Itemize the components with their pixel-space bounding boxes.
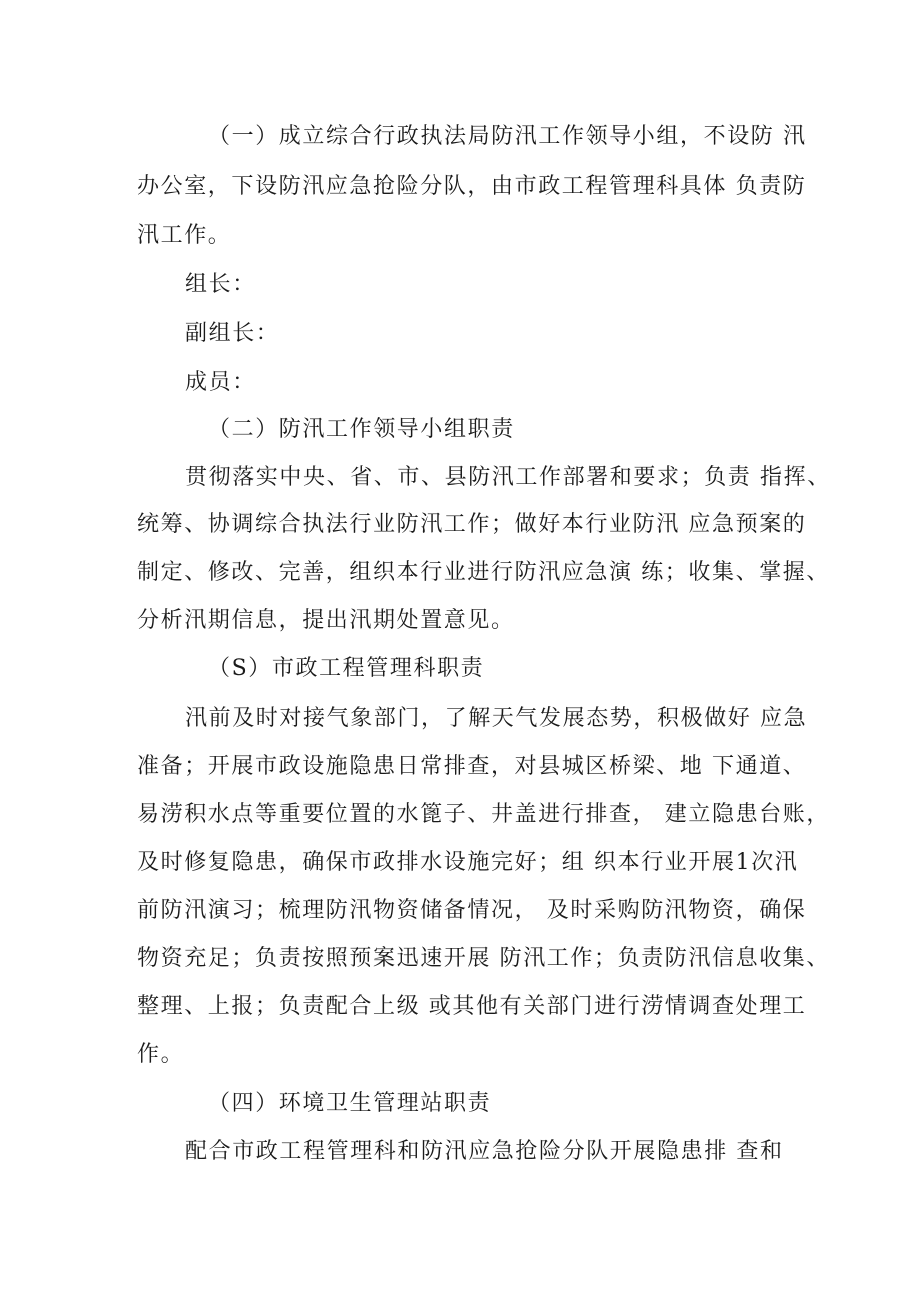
role-deputy: 副组长：	[185, 321, 280, 346]
section2-line-1: 贯彻落实中央、省、市、县防汛工作部署和要求；负责 指挥、	[185, 465, 831, 490]
section2-line-4: 分析汛期信息，提出汛期处置意见。	[137, 608, 515, 633]
section1-line-2: 办公室，下设防汛应急抢险分队，由市政工程管理科具体 负责防	[137, 174, 807, 199]
section3-line-6: 物资充足；负责按照预案迅速开展 防汛工作；负责防汛信息收集、	[137, 946, 830, 971]
section3-line-5: 前防汛演习；梳理防汛物资储备情况， 及时采购防汛物资，确保	[137, 898, 807, 923]
section3-line-4: 及时修复隐患，确保市政排水设施完好；组 织本行业开展1次汛	[137, 850, 799, 875]
section3-line-2: 准备；开展市政设施隐患日常排查，对县城区桥梁、地 下通道、	[137, 754, 807, 779]
section2-line-2: 统筹、协调综合执法行业防汛工作；做好本行业防汛 应急预案的	[137, 512, 807, 537]
section3-heading: （S）市政工程管理科职责	[208, 656, 485, 681]
section1-line-1: （一）成立综合行政执法局防汛工作领导小组，不设防 汛	[208, 124, 807, 149]
section2-heading: （二）防汛工作领导小组职责	[208, 417, 515, 442]
role-members: 成员：	[185, 370, 256, 395]
section4-line-1: 配合市政工程管理科和防汛应急抢险分队开展隐患排 查和	[185, 1139, 784, 1164]
role-leader: 组长：	[185, 272, 256, 297]
section1-line-3: 汛工作。	[137, 223, 232, 248]
section3-line-3: 易涝积水点等重要位置的水篦子、井盖进行排查， 建立隐患台账，	[137, 802, 830, 827]
section4-heading: （四）环境卫生管理站职责	[208, 1091, 492, 1116]
section3-line-7: 整理、上报；负责配合上级 或其他有关部门进行涝情调查处理工	[137, 994, 807, 1019]
section2-line-3: 制定、修改、完善，组织本行业进行防汛应急演 练；收集、掌握、	[137, 560, 830, 585]
section3-line-8: 作。	[137, 1042, 185, 1067]
section3-line-1: 汛前及时对接气象部门，了解天气发展态势，积极做好 应急	[185, 706, 808, 731]
